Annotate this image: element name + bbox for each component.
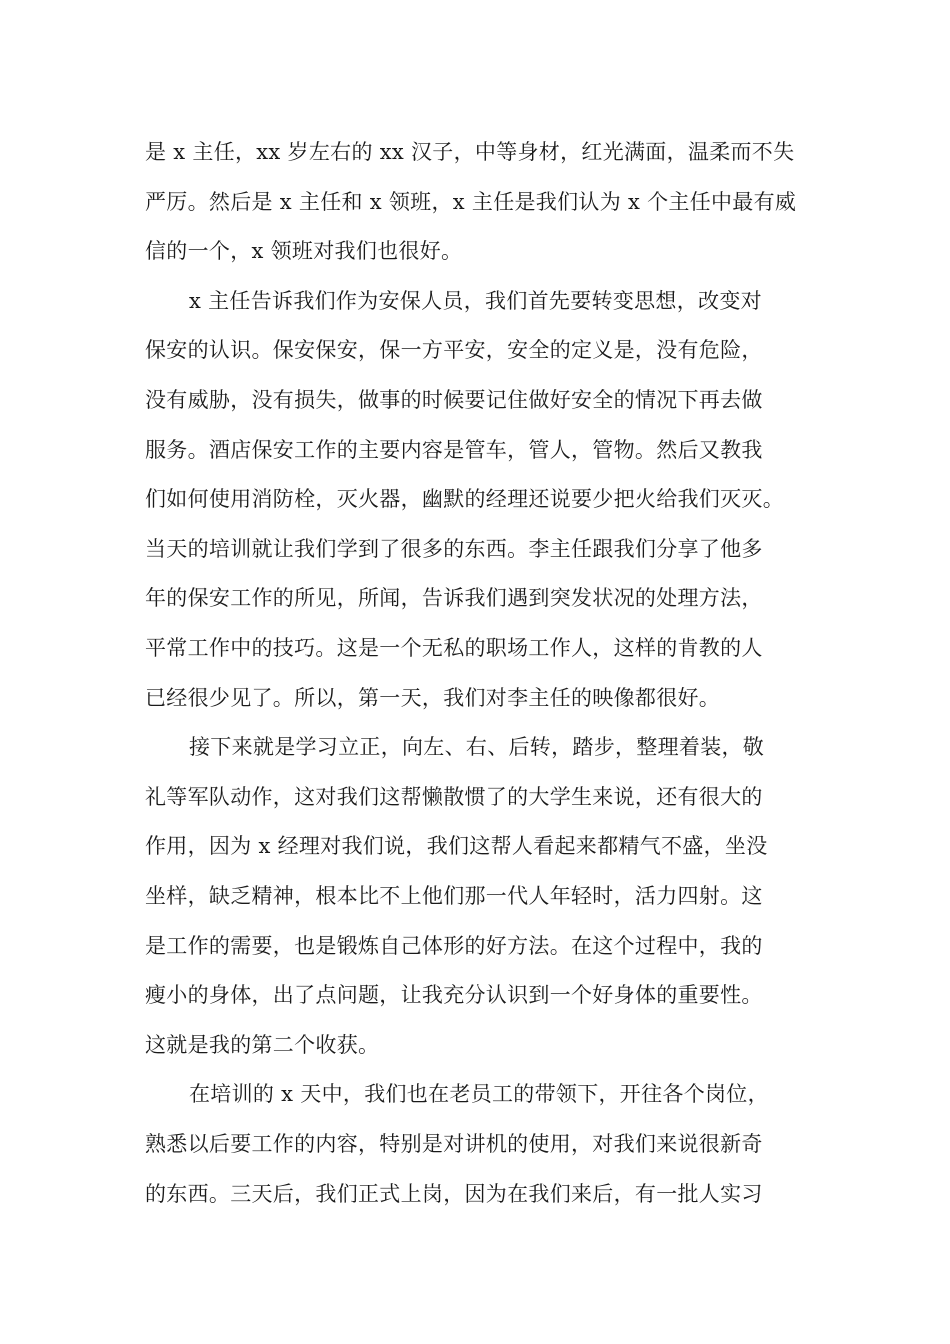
- text-line: 年的保安工作的所见，所闻，告诉我们遇到突发状况的处理方法，: [145, 586, 763, 610]
- paragraph-first-line: x 主任告诉我们作为安保人员，我们首先要转变思想，改变对: [189, 289, 762, 313]
- text-line: 保安的认识。保安保安，保一方平安，安全的定义是，没有危险，: [145, 338, 763, 362]
- text-line: 当天的培训就让我们学到了很多的东西。李主任跟我们分享了他多: [145, 537, 763, 561]
- text-line: 是 x 主任，xx 岁左右的 xx 汉子，中等身材，红光满面，温柔而不失: [145, 140, 795, 164]
- text-line: 已经很少见了。所以，第一天，我们对李主任的映像都很好。: [145, 686, 721, 710]
- text-line: 信的一个，x 领班对我们也很好。: [145, 239, 463, 263]
- text-line: 是工作的需要，也是锻炼自己体形的好方法。在这个过程中，我的: [145, 934, 763, 958]
- text-line: 们如何使用消防栓，灭火器，幽默的经理还说要少把火给我们灭灭。: [145, 487, 784, 511]
- text-line: 平常工作中的技巧。这是一个无私的职场工作人，这样的肯教的人: [145, 636, 763, 660]
- text-line: 服务。酒店保安工作的主要内容是管车，管人，管物。然后又教我: [145, 438, 763, 462]
- paragraph-first-line: 在培训的 x 天中，我们也在老员工的带领下，开往各个岗位，: [189, 1082, 769, 1106]
- text-line: 严厉。然后是 x 主任和 x 领班，x 主任是我们认为 x 个主任中最有威: [145, 190, 797, 214]
- text-line: 瘦小的身体，出了点问题，让我充分认识到一个好身体的重要性。: [145, 983, 763, 1007]
- text-line: 坐样，缺乏精神，根本比不上他们那一代人年轻时，活力四射。这: [145, 884, 763, 908]
- paragraph-first-line: 接下来就是学习立正，向左、右、后转，踏步，整理着装，敬: [189, 735, 765, 759]
- text-line: 的东西。三天后，我们正式上岗，因为在我们来后，有一批人实习: [145, 1182, 763, 1206]
- text-line: 礼等军队动作，这对我们这帮懒散惯了的大学生来说，还有很大的: [145, 785, 763, 809]
- text-line: 这就是我的第二个收获。: [145, 1033, 380, 1057]
- text-line: 没有威胁，没有损失，做事的时候要记住做好安全的情况下再去做: [145, 388, 763, 412]
- text-line: 作用，因为 x 经理对我们说，我们这帮人看起来都精气不盛，坐没: [145, 834, 768, 858]
- text-line: 熟悉以后要工作的内容，特别是对讲机的使用，对我们来说很新奇: [145, 1132, 763, 1156]
